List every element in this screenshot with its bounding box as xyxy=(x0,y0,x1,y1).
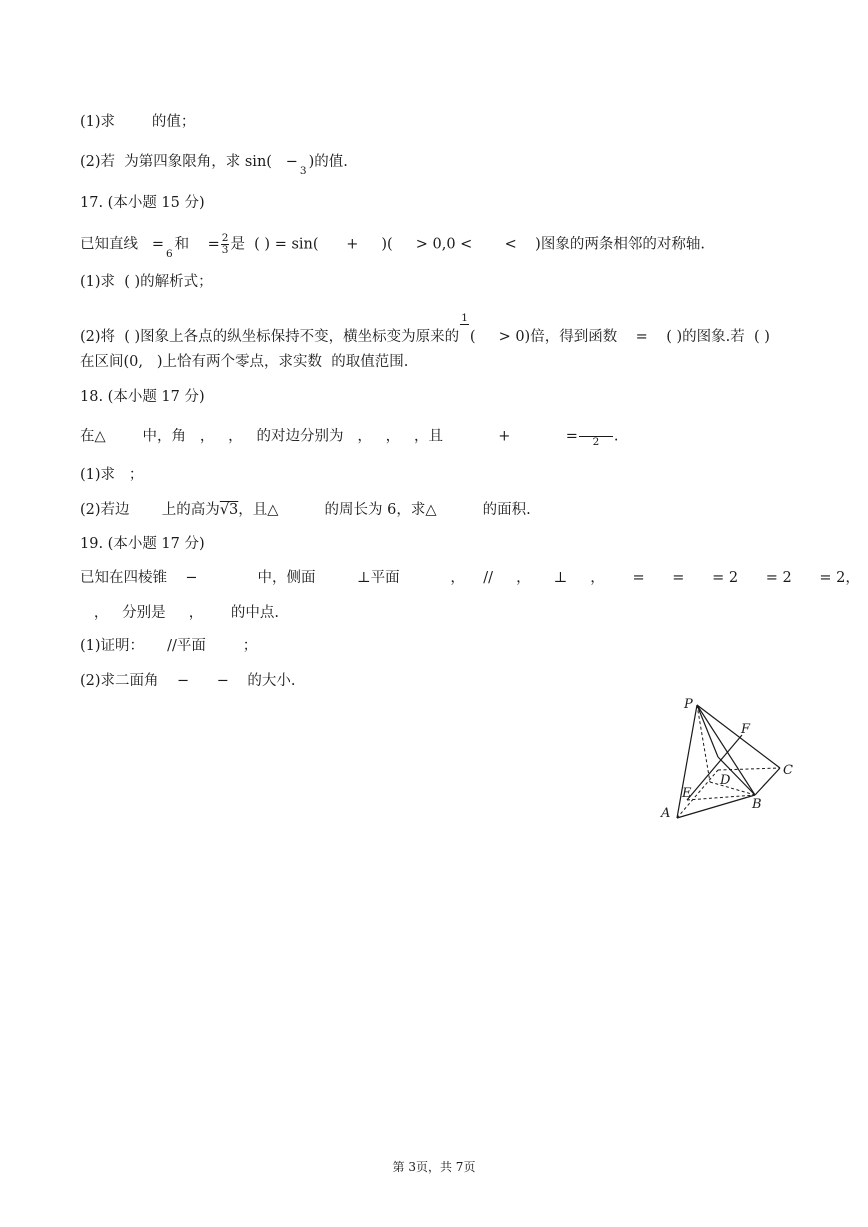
q18-part2-text: (2)若边 上的高为 xyxy=(80,502,220,518)
edge-PD-hidden xyxy=(697,705,710,782)
q19-stem-text: 已知在四棱锥 − 中，侧面 ⊥平面 ， // ， ⊥ ， = = = 2 = 2 = 2， xyxy=(80,570,860,586)
q18-stem-text: 在△ 中，角 ， ， 的对边分别为 ， ， ，且 + = xyxy=(80,428,578,445)
q19-heading xyxy=(80,534,205,554)
q17-part2-text: (2)将 ( )图象上各点的纵坐标保持不变，横坐标变为原来的 xyxy=(80,329,460,345)
q17-part2-cont xyxy=(80,352,408,372)
q16-part2-fraction xyxy=(299,155,308,177)
label-D: D xyxy=(720,773,731,788)
q16-part2 xyxy=(80,152,348,177)
q19-part1-text: (1)证明： //平面 ； xyxy=(80,638,258,654)
q16-part2-fraction-den: 3 xyxy=(299,165,307,177)
label-B: B xyxy=(752,797,762,812)
q17-fraction-1-den: 6 xyxy=(165,247,173,260)
label-F: F xyxy=(741,722,751,737)
q17-fraction-1 xyxy=(165,238,174,260)
q18-stem: 在△ 中，角 ， ， 的对边分别为 ， ， ，且 + = 2 . xyxy=(80,425,619,448)
q17-part2-tail: ( > 0)倍，得到函数 = ( )的图象.若 ( ) xyxy=(469,329,770,345)
q19-part2-text: (2)求二面角 − − 的大小. xyxy=(80,673,296,689)
q17-stem-mid: 和 = xyxy=(174,236,220,253)
q17-fraction-2-num: 2 xyxy=(221,232,229,244)
q16-part2-tail: )的值. xyxy=(308,154,348,170)
q16-part1 xyxy=(80,112,195,132)
q18-fraction xyxy=(579,425,613,448)
q16-part2-text: (2)若 为第四象限角，求 sin( − xyxy=(80,154,298,170)
q18-part2-tail: ，且△ 的周长为 6，求△ 的面积. xyxy=(238,502,531,518)
q19-part2 xyxy=(80,671,295,691)
q17-fraction-2-den: 3 xyxy=(221,244,229,256)
q17-heading-text: 17. (本小题 15 分) xyxy=(80,195,205,211)
q19-part1 xyxy=(80,636,257,656)
edge-BC xyxy=(755,768,780,795)
q18-part1 xyxy=(80,465,143,485)
q17-part2-cont-text: 在区间(0, )上恰有两个零点，求实数 的取值范围. xyxy=(80,354,409,370)
segment-EF xyxy=(687,735,742,800)
q17-part1-text: (1)求 ( )的解析式； xyxy=(80,274,213,290)
q18-fraction-den: 2 xyxy=(592,436,600,448)
page-number-text: 第 3页，共 7页 xyxy=(392,1160,476,1174)
q18-part2 xyxy=(80,500,531,520)
edge-PA xyxy=(677,705,697,818)
label-P: P xyxy=(684,697,693,712)
label-E: E xyxy=(682,786,692,801)
q19-stem xyxy=(80,568,860,588)
q17-stem-text: 已知直线 = xyxy=(80,236,164,253)
q18-heading-text: 18. (本小题 17 分) xyxy=(80,389,205,405)
q18-sqrt3: √3 xyxy=(219,502,239,518)
page-footer xyxy=(0,1158,868,1175)
q17-stem xyxy=(80,233,705,260)
q19-stem-cont-text: ， 分别是 ， 的中点. xyxy=(80,605,279,621)
label-A: A xyxy=(661,806,671,821)
q17-part1 xyxy=(80,272,213,292)
edge-DC-hidden xyxy=(718,768,780,770)
q19-heading-text: 19. (本小题 17 分) xyxy=(80,536,205,552)
q18-heading xyxy=(80,387,205,407)
pyramid-figure xyxy=(655,690,805,830)
q16-part1-text: (1)求 的值； xyxy=(80,114,196,130)
q18-part1-text: (1)求 ； xyxy=(80,467,144,483)
q17-part2-fraction xyxy=(460,313,469,336)
q17-fraction-2 xyxy=(221,233,230,256)
q17-heading xyxy=(80,193,205,213)
q19-stem-cont xyxy=(80,603,279,623)
label-C: C xyxy=(783,763,793,778)
q17-part2 xyxy=(80,313,770,347)
q17-stem-tail: 是 ( ) = sin( + )( > 0,0 < < )图象的两条相邻的对称轴. xyxy=(230,236,705,253)
q17-part2-fraction-num: 1 xyxy=(461,312,468,324)
